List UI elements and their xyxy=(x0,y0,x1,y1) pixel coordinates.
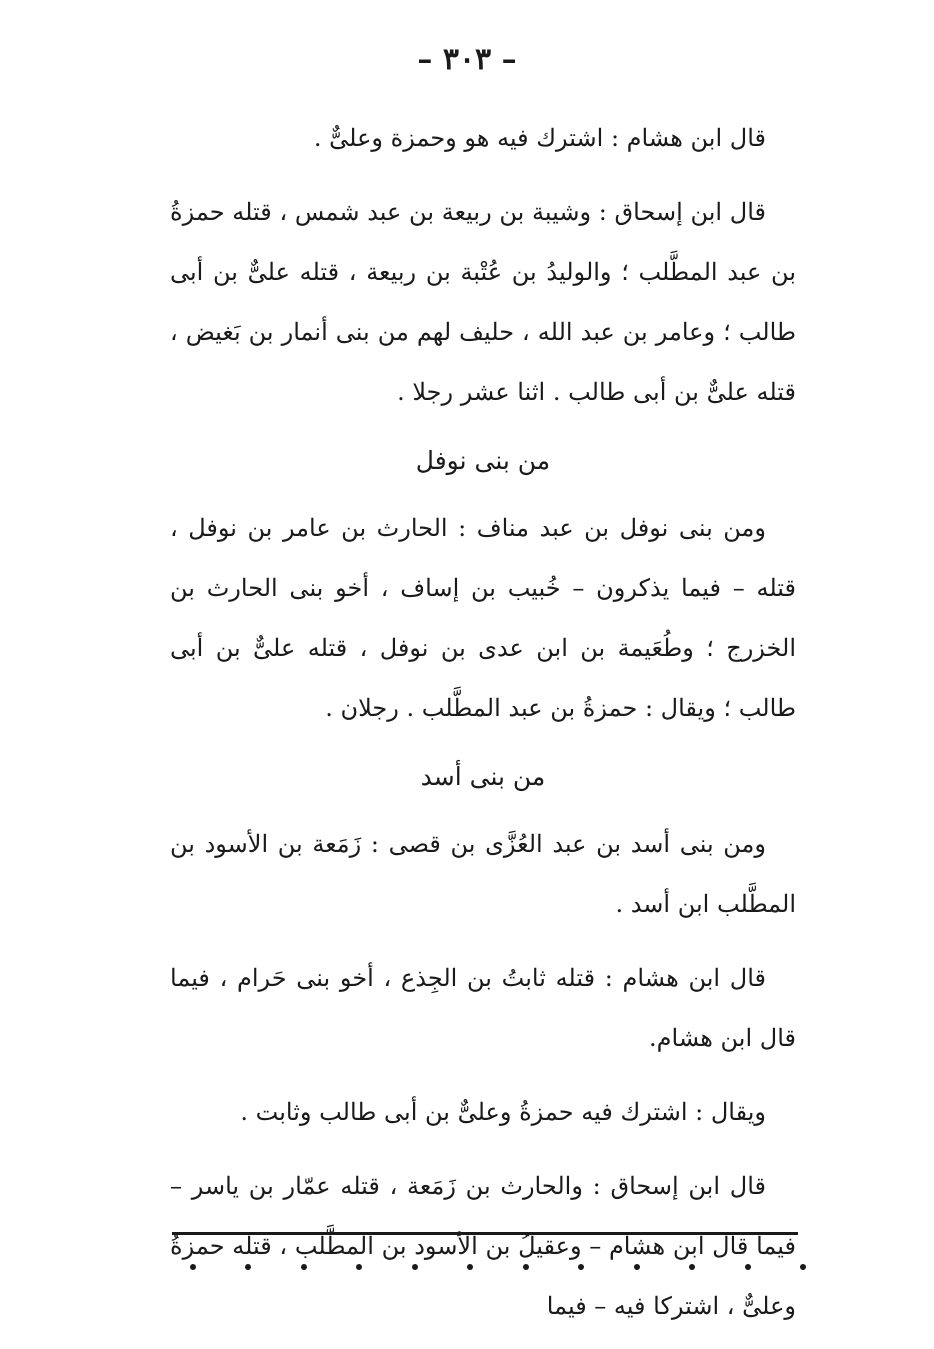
paragraph-yuqal: ويقال : اشترك فيه حمزةُ وعلىٌّ بن أبى طالب وثابت . xyxy=(240,1098,766,1126)
dot-mark xyxy=(190,1264,196,1270)
page-number: – ٣٠٣ – xyxy=(417,42,517,77)
dot-mark xyxy=(689,1264,695,1270)
paragraph-gap xyxy=(170,168,796,182)
section-heading-bani-nawfal: من بنى نوفل xyxy=(415,446,551,475)
footnote-dots xyxy=(190,1262,806,1272)
footnote-rule xyxy=(172,1232,798,1235)
paragraph-ibn-ishaq-list: قال ابن إسحاق : وشيبة بن ربيعة بن عبد شمس ، قتله حمزةُ بن عبد المطَّلب ؛ والوليدُ بن عُتْبة بن ربيعة ، قتله علىٌّ بن أبى طالب ؛ وعامر بن عبد الله ، حليف لهم من بنى أنمار بن بَغيض ، قتله علىٌّ بن أبى طالب . اثنا عشر رجلا . xyxy=(170,198,796,406)
paragraph-gap xyxy=(170,1068,796,1082)
paragraph-ibn-ishaq-continued: قال ابن إسحاق : والحارث بن زَمَعة ، قتله عمّار بن ياسر – فيما قال ابن هشام – وعقيلُ بن الأسود بن المطَّلب ، قتله حمزةُ وعلىٌّ ، اشتركا فيه – فيما xyxy=(170,1172,796,1320)
dot-mark xyxy=(523,1264,529,1270)
paragraph-gap xyxy=(170,934,796,948)
dot-mark xyxy=(301,1264,307,1270)
paragraph-bani-nawfal: ومن بنى نوفل بن عبد مناف : الحارث بن عامر بن نوفل ، قتله – فيما يذكرون – خُبيب بن إساف ، أخو بنى الحارث بن الخزرج ؛ وطُعَيمة بن ابن عدى بن نوفل ، قتله علىٌّ بن أبى طالب ؛ ويقال : حمزةُ بن عبد المطَّلب . رجلان . xyxy=(170,514,796,722)
dot-mark xyxy=(245,1264,251,1270)
page-body xyxy=(170,108,796,1336)
dot-mark xyxy=(356,1264,362,1270)
dot-mark xyxy=(745,1264,751,1270)
paragraph-bani-asad: ومن بنى أسد بن عبد العُزَّى بن قصى : زَمَعة بن الأسود بن المطَّلب ابن أسد . xyxy=(170,830,796,918)
paragraph-ibn-hisham-note-1: قال ابن هشام : اشترك فيه هو وحمزة وعلىٌّ . xyxy=(313,124,766,152)
dot-mark xyxy=(467,1264,473,1270)
paragraph-ibn-hisham-note-2: قال ابن هشام : قتله ثابتُ بن الجِذع ، أخو بنى حَرام ، فيما قال ابن هشام. xyxy=(170,964,796,1052)
section-heading-bani-asad: من بنى أسد xyxy=(420,762,546,791)
dot-mark xyxy=(634,1264,640,1270)
dot-mark xyxy=(412,1264,418,1270)
paragraph-gap xyxy=(170,1142,796,1156)
dot-mark xyxy=(800,1264,806,1270)
dot-mark xyxy=(578,1264,584,1270)
